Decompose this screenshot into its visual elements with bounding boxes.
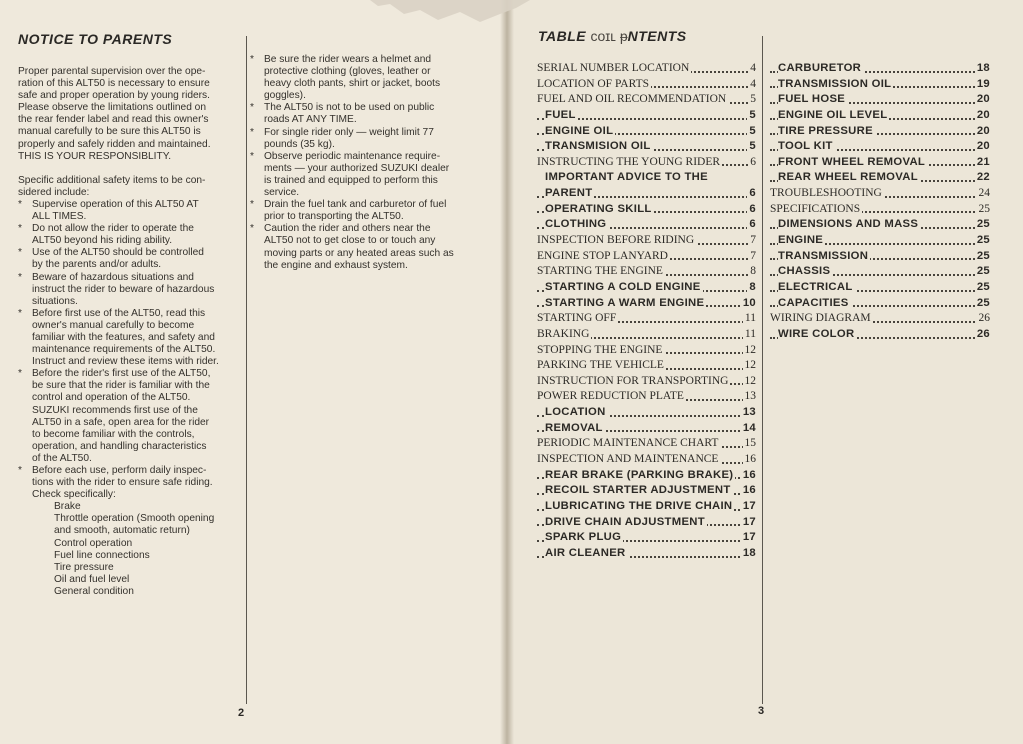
toc-entry-title: LOCATION OF PARTS (537, 77, 649, 90)
safety-item-line: instruct the rider to beware of hazardous (32, 283, 215, 295)
safety-item (18, 272, 236, 308)
notice-heading: NOTICE TO PARENTS (18, 31, 173, 47)
intro-line: Proper parental supervision over the ope- (18, 66, 206, 77)
safety-item (250, 54, 470, 102)
check-item: and smooth, automatic return) (54, 525, 190, 537)
intro-line: manual carefully to be sure this ALT50 is (18, 126, 201, 138)
toc-entry (537, 202, 756, 218)
toc-entry-page: 17 (741, 499, 756, 515)
toc-entry-title: STARTING A COLD ENGINE (545, 280, 701, 293)
check-item: Brake (54, 501, 81, 513)
toc-entry-title: CARBURETOR (778, 62, 862, 74)
check-item: Tire pressure (54, 561, 114, 573)
intro-line: safe and proper operation by young riders. (18, 90, 210, 102)
toc-entry-title: CHASSIS (778, 265, 831, 278)
toc-entry-title: LOCATION (545, 406, 606, 419)
toc-entry-title: STARTING THE ENGINE (537, 265, 663, 278)
toc-entry (537, 530, 756, 546)
toc-entry-title: FUEL AND OIL RECOMMENDATION (537, 93, 727, 106)
toc-entry-title: FUEL (545, 108, 576, 121)
check-item: Fuel line connections (54, 549, 150, 561)
toc-entry (770, 327, 990, 343)
safety-item-line: roads AT ANY TIME. (264, 114, 357, 126)
safety-item-line: service. (264, 187, 300, 199)
notice-column-1 (18, 66, 236, 598)
safety-item-line: Instruct and review these items with rider. (32, 356, 219, 368)
toc-entry-title: OPERATING SKILL (545, 202, 652, 215)
toc-entry (537, 436, 756, 452)
toc-entry (537, 358, 756, 374)
safety-item (250, 151, 470, 199)
toc-entry-page: 15 (743, 436, 757, 452)
toc-entry (770, 77, 990, 93)
toc-entry-page: 17 (741, 515, 756, 531)
toc-entry (537, 139, 756, 155)
toc-entry-title: PARENT (545, 187, 593, 200)
toc-entry-title: STARTING OFF (537, 312, 617, 325)
safety-item (250, 223, 470, 271)
safety-item-line: Before each use, perform daily inspec- (32, 465, 207, 476)
toc-entry-page: 7 (748, 233, 756, 249)
intro-line: THIS IS YOUR RESPONSIBLITY. (18, 150, 172, 162)
intro-line: properly and safely ridden and maintained. (18, 138, 211, 150)
toc-entry (770, 139, 990, 155)
toc-entry-title: REMOVAL (545, 421, 603, 434)
toc-entry-title: DIMENSIONS AND MASS (778, 218, 919, 231)
safety-item-line: situations. (32, 295, 78, 307)
toc-entry (537, 405, 756, 421)
safety-item (18, 223, 236, 247)
toc-entry-page: 6 (747, 202, 756, 218)
bullet-mark: * (18, 223, 22, 235)
toc-entry (537, 77, 756, 93)
toc-entry (770, 264, 990, 280)
toc-entry-page: 20 (975, 108, 990, 124)
toc-entry-title: REAR BRAKE (PARKING BRAKE) (545, 468, 734, 481)
safety-item-line: Use of the ALT50 should be controlled (32, 247, 204, 259)
intro-line: the rear fender label and read this owner's (18, 114, 209, 126)
toc-entry (537, 217, 756, 233)
toc-heading-end: NTENTS (627, 28, 687, 44)
toc-entry-title: ENGINE (778, 234, 824, 247)
safety-item (18, 247, 236, 271)
toc-entry (770, 61, 990, 77)
toc-entry (537, 374, 756, 390)
toc-entry-title: ENGINE OIL LEVEL (778, 108, 888, 121)
toc-entry-page: 12 (743, 374, 757, 390)
safety-item (250, 127, 470, 151)
toc-entry-title: PERIODIC MAINTENANCE CHART (537, 437, 719, 450)
safety-item-line: prior to transporting the ALT50. (264, 211, 404, 223)
toc-entry-page: 21 (975, 155, 990, 171)
toc-entry (537, 233, 756, 249)
safety-item (18, 465, 236, 501)
toc-entry-page: 25 (975, 217, 990, 233)
safety-item-line: be sure that the rider is familiar with the (32, 380, 210, 392)
intro-line: ration of this ALT50 is necessary to ensure (18, 78, 210, 90)
column-divider (246, 36, 247, 704)
toc-entry-title: RECOIL STARTER ADJUSTMENT (545, 484, 731, 497)
safety-item-line: to become familiar with the controls, (32, 428, 195, 440)
toc-entry-title: FUEL HOSE (778, 93, 846, 106)
toc-entry-title: STARTING A WARM ENGINE (545, 296, 705, 309)
left-page (0, 0, 506, 744)
safety-item (18, 308, 236, 368)
toc-entry-title: CAPACITIES (778, 296, 849, 309)
toc-entry (537, 546, 756, 562)
toc-entry-title: BRAKING (537, 327, 590, 340)
toc-entry-title: ENGINE STOP LANYARD (537, 249, 668, 262)
safety-item-line: pounds (35 kg). (264, 138, 335, 150)
toc-entry (770, 311, 990, 327)
toc-entry-page: 18 (741, 546, 756, 562)
toc-entry-title: ENGINE OIL (545, 124, 614, 137)
toc-entry-title: SERIAL NUMBER LOCATION (537, 62, 690, 74)
bullet-mark: * (250, 223, 254, 235)
toc-entry (770, 233, 990, 249)
toc-column-1 (537, 61, 756, 562)
toc-entry-page: 6 (748, 155, 756, 171)
toc-entry-page: 25 (975, 264, 990, 280)
safety-item-line: Before first use of the ALT50, read this (32, 307, 206, 319)
specific-intro-line: sidered include: (18, 186, 90, 198)
toc-heading-start: TABLE (538, 28, 591, 44)
toc-entry-page: 16 (741, 468, 756, 484)
toc-entry (537, 92, 756, 108)
toc-entry-page: 20 (975, 92, 990, 108)
toc-entry (537, 515, 756, 531)
bullet-mark: * (18, 271, 22, 283)
toc-entry-title: WIRING DIAGRAM (770, 312, 871, 325)
toc-entry-page: 17 (741, 530, 756, 546)
safety-item-line: ALT50 beyond his riding ability. (32, 235, 173, 247)
toc-entry-page: 25 (975, 296, 990, 312)
safety-item-line: For single rider only — weight limit 77 (264, 126, 434, 138)
toc-entry (770, 186, 990, 202)
safety-item-line: ments — your authorized SUZUKI dealer (264, 162, 450, 174)
safety-item-line: ALT50 not to get close to or touch any (264, 235, 436, 247)
safety-item-line: maintenance requirements of the ALT50. (32, 344, 216, 356)
toc-entry-title: TROUBLESHOOTING (770, 187, 882, 200)
toc-entry-page: 6 (747, 217, 756, 233)
paper-tear-damage (330, 0, 670, 30)
toc-heading-damaged: ᴄᴏɪʟ ᵽ (590, 28, 628, 44)
toc-entry-page: 16 (741, 483, 756, 499)
toc-entry-page: 5 (747, 139, 756, 155)
toc-entry-page: 18 (975, 61, 990, 77)
toc-entry-page: 25 (975, 249, 990, 265)
toc-entry-title: INSTRUCTION FOR TRANSPORTING (537, 374, 729, 387)
safety-item-line: control and operation of the ALT50. (32, 392, 191, 404)
toc-entry-title: INSTRUCTING THE YOUNG RIDER (537, 155, 721, 168)
toc-entry-page: 16 (743, 452, 757, 468)
toc-entry-title: TRANSMISSION OIL (778, 77, 892, 90)
toc-entry (770, 249, 990, 265)
safety-item-line: ALT50 in a safe, open area for the rider (32, 416, 210, 428)
toc-entry (537, 108, 756, 124)
toc-entry-page: 7 (748, 249, 756, 265)
toc-entry-title: FRONT WHEEL REMOVAL (778, 155, 926, 168)
bullet-mark: * (18, 465, 22, 476)
toc-entry (537, 280, 756, 296)
safety-item-line: the engine and exhaust system. (264, 259, 408, 271)
toc-entry-page: 26 (975, 327, 990, 343)
toc-entry-title: ELECTRICAL (778, 280, 853, 293)
safety-item-line: owner's manual carefully to become (32, 319, 195, 331)
toc-entry (537, 155, 756, 171)
bullet-mark: * (18, 307, 22, 319)
toc-entry (537, 124, 756, 140)
safety-item-line: Drain the fuel tank and carburetor of fuel (264, 199, 447, 211)
safety-item-line: Caution the rider and others near the (264, 223, 431, 235)
toc-entry-page: 8 (748, 264, 756, 280)
toc-entry-page: 4 (748, 61, 756, 77)
safety-item-line: is trained and equipped to perform this (264, 174, 438, 186)
toc-entry (770, 92, 990, 108)
toc-entry (770, 108, 990, 124)
toc-entry-page: 24 (977, 186, 991, 202)
toc-entry-page: 25 (977, 202, 991, 218)
safety-item-line: familiar with the features, and safety and (32, 331, 215, 343)
safety-item-line: Observe periodic maintenance require- (264, 150, 441, 162)
toc-entry (537, 61, 756, 77)
safety-item-line: protective clothing (gloves, leather or (264, 66, 431, 78)
notice-column-2 (250, 54, 470, 272)
toc-column-divider (762, 36, 763, 704)
safety-item-line: by the parents and/or adults. (32, 259, 162, 271)
safety-item-line: Before the rider's first use of the ALT50, (32, 368, 211, 380)
toc-entry-page: 12 (743, 358, 757, 374)
toc-entry-page: 22 (975, 170, 990, 186)
safety-item-line: ALL TIMES. (32, 211, 87, 223)
toc-entry-title: PARKING THE VEHICLE (537, 359, 664, 372)
toc-entry-page: 11 (743, 311, 756, 327)
safety-item-line: Be sure the rider wears a helmet and (264, 54, 432, 65)
toc-entry (537, 327, 756, 343)
toc-entry (537, 296, 756, 312)
toc-entry-page: 5 (748, 92, 756, 108)
bullet-mark: * (250, 199, 254, 211)
safety-item-line: Beware of hazardous situations and (32, 271, 194, 283)
toc-entry-page: 10 (741, 296, 756, 312)
safety-item-line: SUZUKI recommends first use of the (32, 404, 198, 416)
toc-entry-page: 25 (975, 280, 990, 296)
toc-entry (537, 421, 756, 437)
right-page (506, 0, 1023, 744)
bullet-mark: * (18, 247, 22, 259)
bullet-mark: * (18, 368, 22, 380)
bullet-mark: * (250, 54, 254, 65)
safety-item-line: Do not allow the rider to operate the (32, 223, 194, 235)
bullet-mark: * (250, 150, 254, 162)
check-item: Throttle operation (Smooth opening (54, 513, 215, 525)
toc-entry-page: 14 (741, 421, 756, 437)
safety-item-line: Check specifically: (32, 489, 116, 501)
toc-entry (537, 343, 756, 359)
bullet-mark: * (18, 198, 22, 210)
toc-entry (770, 296, 990, 312)
toc-entry-title: LUBRICATING THE DRIVE CHAIN (545, 499, 733, 512)
toc-entry-title: DRIVE CHAIN ADJUSTMENT (545, 515, 705, 528)
toc-entry (770, 280, 990, 296)
toc-entry-title: IMPORTANT ADVICE TO THE (545, 171, 708, 184)
toc-entry-title: SPARK PLUG (545, 531, 622, 544)
toc-entry-page: 5 (747, 124, 756, 140)
toc-entry-title: INSPECTION BEFORE RIDING (537, 234, 695, 247)
toc-entry-title: STOPPING THE ENGINE (537, 343, 663, 356)
toc-entry-page: 13 (743, 389, 757, 405)
toc-column-2 (770, 61, 990, 343)
toc-entry (537, 452, 756, 468)
safety-item (250, 102, 470, 126)
specific-intro-line: Specific additional safety items to be con- (18, 174, 206, 186)
safety-item-line: Supervise operation of this ALT50 AT (32, 198, 199, 210)
toc-entry (770, 155, 990, 171)
toc-entry (537, 389, 756, 405)
toc-entry-title: REAR WHEEL REMOVAL (778, 171, 918, 184)
toc-entry-title: CLOTHING (545, 218, 607, 231)
toc-entry-page: 6 (747, 186, 756, 202)
safety-item-line: moving parts or any heated areas such as (264, 247, 454, 259)
toc-entry-page: 13 (741, 405, 756, 421)
toc-entry-title: TOOL KIT (778, 140, 833, 153)
toc-entry-page: 25 (975, 233, 990, 249)
toc-entry-page: 26 (977, 311, 991, 327)
safety-item (18, 199, 236, 223)
bullet-mark: * (250, 126, 254, 138)
toc-entry-page: 5 (747, 108, 756, 124)
toc-entry-title: AIR CLEANER (545, 546, 626, 559)
safety-item-line: of the ALT50. (32, 452, 92, 464)
toc-entry (537, 483, 756, 499)
page-number-right: 3 (758, 705, 765, 717)
bullet-mark: * (250, 102, 254, 114)
toc-entry (537, 311, 756, 327)
toc-entry-page: 4 (748, 77, 756, 93)
toc-entry (770, 202, 990, 218)
toc-entry (537, 186, 756, 202)
toc-entry (537, 499, 756, 515)
toc-entry (537, 170, 756, 186)
safety-item-line: The ALT50 is not to be used on public (264, 102, 435, 114)
toc-entry-title: WIRE COLOR (778, 327, 855, 340)
binding-gutter (500, 0, 514, 744)
toc-entry-title: INSPECTION AND MAINTENANCE (537, 453, 719, 466)
toc-heading (538, 28, 687, 44)
safety-item (250, 199, 470, 223)
toc-entry (770, 170, 990, 186)
safety-item-line: operation, and handling characteristics (32, 440, 207, 452)
check-item: General condition (54, 585, 134, 597)
toc-entry-page: 20 (975, 124, 990, 140)
toc-entry-title: SPECIFICATIONS (770, 202, 861, 215)
check-item: Oil and fuel level (54, 573, 130, 585)
safety-item-line: tions with the rider to ensure safe riding. (32, 477, 213, 489)
safety-item-line: goggles). (264, 90, 306, 102)
toc-entry-page: 8 (747, 280, 756, 296)
toc-entry-page: 20 (975, 139, 990, 155)
toc-entry-page: 12 (743, 343, 757, 359)
toc-entry-page: 19 (975, 77, 990, 93)
toc-entry (770, 124, 990, 140)
safety-item (18, 368, 236, 465)
page-number-left: 2 (238, 707, 245, 719)
toc-entry (537, 468, 756, 484)
paragraph-gap (18, 163, 236, 175)
toc-entry-page: 11 (743, 327, 756, 343)
toc-entry-title: TRANSMISSION (778, 249, 869, 262)
toc-entry (770, 217, 990, 233)
intro-line: Please observe the limitations outlined on (18, 102, 207, 114)
toc-entry (537, 264, 756, 280)
check-item: Control operation (54, 537, 133, 549)
toc-entry-title: TIRE PRESSURE (778, 124, 873, 137)
toc-entry (537, 249, 756, 265)
toc-entry-title: TRANSMISION OIL (545, 140, 651, 153)
toc-entry-title: POWER REDUCTION PLATE (537, 390, 684, 403)
safety-item-line: heavy cloth pants, shirt or jacket, boots (264, 78, 441, 90)
